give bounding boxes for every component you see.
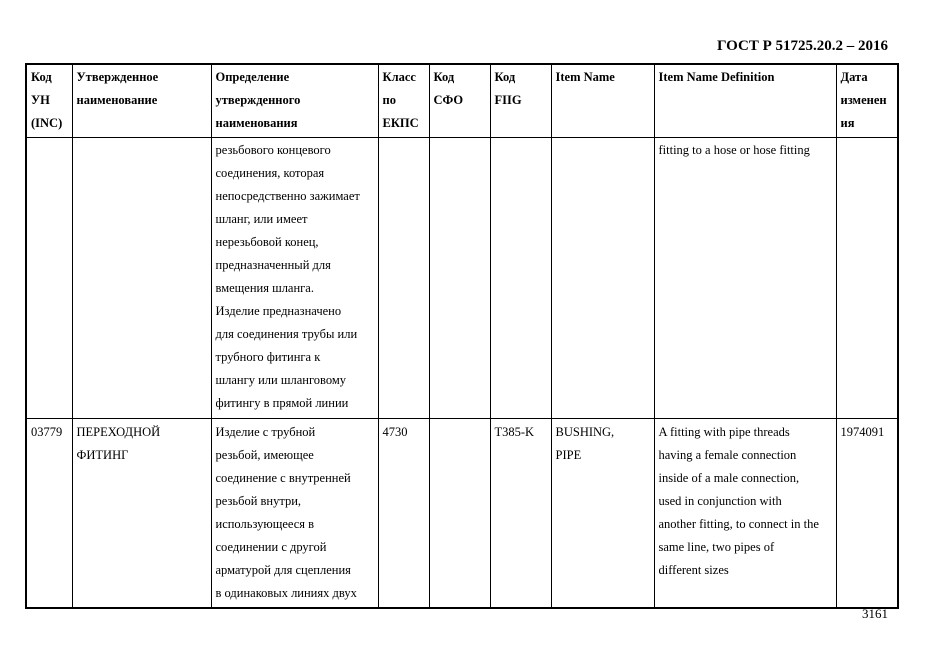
- cell-inc-code: [26, 138, 72, 419]
- cell-change-date: [836, 419, 898, 609]
- cell-text-line: FIIG: [494, 93, 522, 107]
- cell-text-line: Определение: [215, 70, 290, 84]
- cell-item-name-definition: [654, 138, 836, 419]
- cell-name-definition: [211, 138, 378, 419]
- cell-text-line: ПЕРЕХОДНОЙ: [76, 425, 161, 439]
- cell-text-line: соединения, которая: [215, 166, 325, 180]
- cell-text-line: предназначенный для: [215, 258, 331, 272]
- cell-text-line: 1974091: [840, 425, 885, 439]
- cell-text-line: A fitting with pipe threads: [658, 425, 790, 439]
- cell-text-line: same line, two pipes of: [658, 540, 775, 554]
- cell-text-line: Утвержденное: [76, 70, 159, 84]
- cell-text-line: УН: [31, 93, 50, 107]
- cell-text-line: BUSHING,: [555, 425, 615, 439]
- column-header-change-date: [836, 64, 898, 138]
- cell-text-line: used in conjunction with: [658, 494, 782, 508]
- cell-text-line: 03779: [31, 425, 63, 439]
- cell-ekps-class: [378, 138, 429, 419]
- document-standard-code: ГОСТ Р 51725.20.2 – 2016: [716, 38, 888, 54]
- cell-text-line: шлангу или шланговому: [215, 373, 346, 387]
- cell-name-definition: [211, 419, 378, 609]
- cell-text-line: шланг, или имеет: [215, 212, 308, 226]
- cell-text-line: наименования: [215, 116, 298, 130]
- table-header-row: [26, 64, 898, 138]
- cell-sfo-code: [429, 138, 490, 419]
- cell-text-line: Код: [494, 70, 516, 84]
- cell-text-line: inside of a male connection,: [658, 471, 800, 485]
- cell-text-line: ФИТИНГ: [76, 448, 129, 462]
- cell-text-line: арматурой для сцепления: [215, 563, 351, 577]
- cell-text-line: СФО: [433, 93, 464, 107]
- cell-text-line: наименование: [76, 93, 158, 107]
- cell-approved-name: [72, 419, 211, 609]
- cell-item-name: [551, 419, 654, 609]
- cell-text-line: 4730: [382, 425, 408, 439]
- cell-text-line: Код: [433, 70, 455, 84]
- cell-text-line: резьбового концевого: [215, 143, 331, 157]
- cell-ekps-class: [378, 419, 429, 609]
- cell-text-line: вмещения шланга.: [215, 281, 314, 295]
- cell-text-line: fitting to a hose or hose fitting: [658, 143, 810, 157]
- catalog-table: [25, 63, 899, 609]
- cell-text-line: Item Name: [555, 70, 615, 84]
- cell-fiig-code: [490, 138, 551, 419]
- cell-text-line: соединение с внутренней: [215, 471, 351, 485]
- table-row-continuation: [26, 138, 898, 419]
- page-number: 3161: [862, 606, 888, 621]
- cell-sfo-code: [429, 419, 490, 609]
- cell-text-line: Изделие предназначено: [215, 304, 342, 318]
- cell-item-name: [551, 138, 654, 419]
- cell-item-name-definition: [654, 419, 836, 609]
- cell-text-line: в одинаковых линиях двух: [215, 586, 357, 600]
- cell-text-line: фитингу в прямой линии: [215, 396, 349, 410]
- column-header-fiig-code: [490, 64, 551, 138]
- column-header-name-definition: [211, 64, 378, 138]
- column-header-item-name: [551, 64, 654, 138]
- cell-text-line: утвержденного: [215, 93, 301, 107]
- cell-text-line: Item Name Definition: [658, 70, 775, 84]
- cell-approved-name: [72, 138, 211, 419]
- cell-text-line: different sizes: [658, 563, 729, 577]
- cell-text-line: использующееся в: [215, 517, 315, 531]
- cell-text-line: резьбой, имеющее: [215, 448, 314, 462]
- cell-text-line: another fitting, to connect in the: [658, 517, 819, 531]
- column-header-item-name-definition: [654, 64, 836, 138]
- cell-fiig-code: [490, 419, 551, 609]
- cell-text-line: ия: [840, 116, 855, 130]
- column-header-inc-code: [26, 64, 72, 138]
- cell-text-line: Класс: [382, 70, 416, 84]
- cell-text-line: трубного фитинга к: [215, 350, 321, 364]
- cell-text-line: Код: [31, 70, 52, 84]
- cell-text-line: для соединения трубы или: [215, 327, 358, 341]
- table-row-03779: [26, 419, 898, 609]
- column-header-sfo-code: [429, 64, 490, 138]
- column-header-approved-name: [72, 64, 211, 138]
- cell-text-line: нерезьбовой конец,: [215, 235, 319, 249]
- cell-inc-code: [26, 419, 72, 609]
- cell-text-line: PIPE: [555, 448, 582, 462]
- cell-change-date: [836, 138, 898, 419]
- cell-text-line: соединении с другой: [215, 540, 327, 554]
- cell-text-line: T385-K: [494, 425, 535, 439]
- cell-text-line: having a female connection: [658, 448, 797, 462]
- cell-text-line: по: [382, 93, 396, 107]
- cell-text-line: (INC): [31, 116, 63, 130]
- cell-text-line: ЕКПС: [382, 116, 419, 130]
- column-header-ekps-class: [378, 64, 429, 138]
- cell-text-line: непосредственно зажимает: [215, 189, 360, 203]
- cell-text-line: резьбой внутри,: [215, 494, 302, 508]
- cell-text-line: Изделие с трубной: [215, 425, 316, 439]
- cell-text-line: изменен: [840, 93, 887, 107]
- cell-text-line: Дата: [840, 70, 868, 84]
